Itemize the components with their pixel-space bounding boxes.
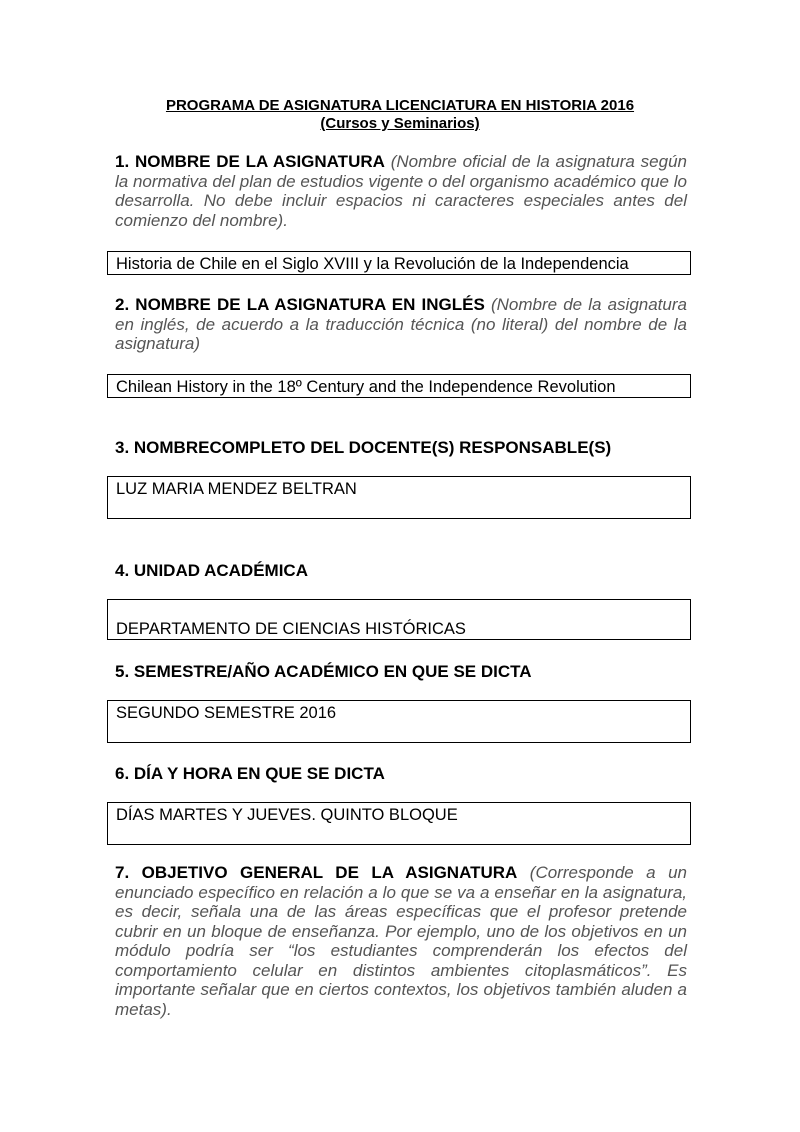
section-3-heading: 3. NOMBRECOMPLETO DEL DOCENTE(S) RESPONSABLE(S) — [115, 438, 612, 457]
section-1-heading-block — [115, 152, 687, 230]
instructor-value: LUZ MARIA MENDEZ BELTRAN — [116, 480, 357, 498]
course-name-english-field — [107, 374, 691, 398]
course-name-field — [107, 251, 691, 275]
semester-value: SEGUNDO SEMESTRE 2016 — [116, 704, 337, 722]
document-title-line2: (Cursos y Seminarios) — [320, 115, 480, 132]
document-title-line1: PROGRAMA DE ASIGNATURA LICENCIATURA EN HISTORIA 2016 — [165, 97, 635, 114]
section-1-heading: 1. NOMBRE DE LA ASIGNATURA — [115, 152, 385, 171]
schedule-value: DÍAS MARTES Y JUEVES. QUINTO BLOQUE — [116, 806, 458, 824]
instructor-field — [107, 476, 691, 519]
section-7-heading-block — [115, 863, 687, 1019]
document-title — [100, 97, 700, 133]
course-name-value: Historia de Chile en el Siglo XVIII y la Revolución de la Independencia — [116, 255, 629, 273]
academic-unit-value: DEPARTAMENTO DE CIENCIAS HISTÓRICAS — [116, 620, 466, 638]
academic-unit-field — [107, 599, 691, 640]
semester-field — [107, 700, 691, 743]
section-2-description: (Nombre de la asignatura en inglés, de acuerdo a la traducción técnica (no literal) del nombre de la asignatura) — [115, 295, 687, 353]
section-6-heading: 6. DÍA Y HORA EN QUE SE DICTA — [115, 764, 385, 783]
section-7-heading: 7. OBJETIVO GENERAL DE LA ASIGNATURA — [115, 863, 518, 882]
section-5-heading: 5. SEMESTRE/AÑO ACADÉMICO EN QUE SE DICTA — [115, 662, 532, 681]
section-1-description: (Nombre oficial de la asignatura según la normativa del plan de estudios vigente o del organismo académico que lo desarrolla. No debe incluir espacios ni caracteres especiales antes del comienzo del nombre). — [115, 152, 687, 230]
section-2-heading: 2. NOMBRE DE LA ASIGNATURA EN INGLÉS — [115, 295, 485, 314]
course-name-english-value: Chilean History in the 18º Century and the Independence Revolution — [116, 378, 616, 396]
section-2-heading-block — [115, 295, 687, 354]
section-4-heading: 4. UNIDAD ACADÉMICA — [115, 561, 308, 580]
schedule-field — [107, 802, 691, 845]
section-7-description: (Corresponde a un enunciado específico en relación a lo que se va a enseñar en la asignatura, es decir, señala una de las áreas específicas que el profesor pretende cubrir en un bloque de enseñanza. Por ejemplo, uno de los objetivos en un módulo podría ser “los estudiantes comprenderán los efectos del comportamiento celular en distintos ambientes citoplasmáticos”. Es importante señalar que en ciertos contextos, los objetivos también aluden a metas). — [115, 863, 687, 1019]
